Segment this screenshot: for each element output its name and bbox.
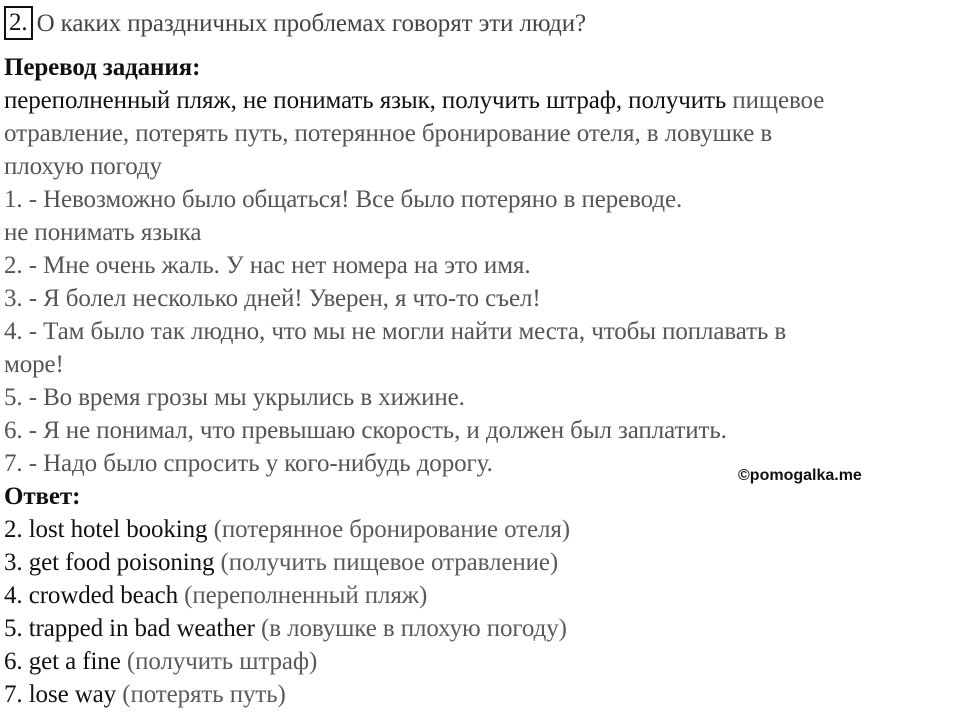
answer-russian: (переполненный пляж) (178, 582, 428, 609)
document-page (4, 3, 956, 711)
task-number-box: 2. (4, 6, 33, 40)
answer-item (4, 513, 956, 546)
answer-item (4, 612, 956, 645)
watermark: ©pomogalka.me (738, 467, 862, 484)
statement-line: 3. - Я болел несколько дней! Уверен, я что-то съел! (4, 285, 541, 312)
answer-heading: Ответ: (4, 483, 81, 510)
statement-line: не понимать языка (4, 219, 202, 246)
answer-russian: (получить штраф) (120, 648, 318, 675)
statement-line: 7. - Надо было спросить у кого-нибудь дорогу. (4, 450, 493, 477)
translation-line-1-tail: пищевое (726, 87, 825, 114)
answer-list (4, 513, 956, 711)
translation-heading: Перевод задания: (4, 54, 201, 81)
answer-english: 3. get food poisoning (4, 549, 215, 576)
translation-line-1-main: переполненный пляж, не понимать язык, получить штраф, получить (4, 87, 727, 114)
statement-line: 2. - Мне очень жаль. У нас нет номера на это имя. (4, 252, 531, 279)
statement-line: 4. - Там было так людно, что мы не могли найти места, чтобы поплавать в (4, 318, 787, 345)
answer-item (4, 546, 956, 579)
answer-english: 4. crowded beach (4, 582, 179, 609)
translation-line-1 (4, 84, 956, 117)
answer-english: 7. lose way (4, 681, 117, 708)
task-question: О каких праздничных проблемах говорят эти люди? (36, 9, 587, 37)
answer-russian: (потерянное бронирование отеля) (207, 516, 570, 543)
answer-english: 2. lost hotel booking (4, 516, 208, 543)
answer-english: 5. trapped in bad weather (4, 615, 255, 642)
task-header (4, 3, 956, 43)
answer-item (4, 678, 956, 711)
answer-russian: (получить пищевое отравление) (214, 549, 559, 576)
answer-russian: (в ловушке в плохую погоду) (254, 615, 567, 642)
translation-line-2: отравление, потерять путь, потерянное бронирование отеля, в ловушке в (4, 120, 773, 147)
answer-russian: (потерять путь) (116, 681, 286, 708)
answer-item (4, 645, 956, 678)
statement-line: 1. - Невозможно было общаться! Все было потеряно в переводе. (4, 186, 683, 213)
statement-line: 5. - Во время грозы мы укрылись в хижине. (4, 384, 465, 411)
translation-line-3: плохую погоду (4, 153, 162, 180)
answer-item (4, 579, 956, 612)
statement-line: море! (4, 351, 64, 378)
answer-english: 6. get a fine (4, 648, 121, 675)
statement-line: 6. - Я не понимал, что превышаю скорость, и должен был заплатить. (4, 417, 727, 444)
